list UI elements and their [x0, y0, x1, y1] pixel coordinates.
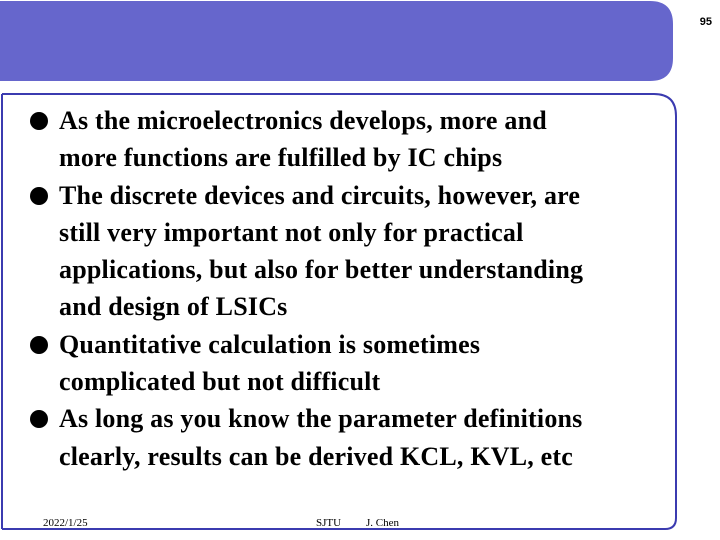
bullet-item	[30, 400, 702, 475]
bullet-text-line: clearly, results can be derived KCL, KVL, etc	[59, 441, 574, 471]
bullet-dot-icon	[30, 112, 48, 130]
bullet-item	[30, 102, 702, 177]
title-bar	[0, 1, 673, 81]
bullet-text-line: The discrete devices and circuits, however, are	[59, 180, 581, 210]
bullet-text-line: As the microelectronics develops, more and	[59, 106, 547, 135]
bullet-text-line: applications, but also for better understanding	[59, 255, 584, 285]
bullet-text-line: Quantitative calculation is sometimes	[59, 329, 481, 359]
footer-author: J. Chen	[366, 517, 399, 529]
bullet-text-line: As long as you know the parameter definitions	[59, 404, 583, 434]
page-number: 95	[699, 16, 712, 28]
footer-organization: SJTU	[316, 517, 342, 529]
bullet-text-line: still very important not only for practical	[59, 217, 524, 247]
bullet-dot-icon	[30, 336, 48, 354]
bullet-dot-icon	[30, 410, 48, 428]
bullet-text-line: more functions are fulfilled by IC chips	[59, 143, 503, 173]
bullet-dot-icon	[30, 187, 48, 205]
bullet-text-line: complicated but not difficult	[59, 367, 381, 397]
bullet-text-line: and design of LSICs	[59, 292, 288, 322]
bullet-item	[30, 326, 702, 401]
footer-date: 2022/1/25	[43, 517, 88, 529]
bullet-list	[30, 102, 702, 475]
bullet-item	[30, 177, 702, 326]
